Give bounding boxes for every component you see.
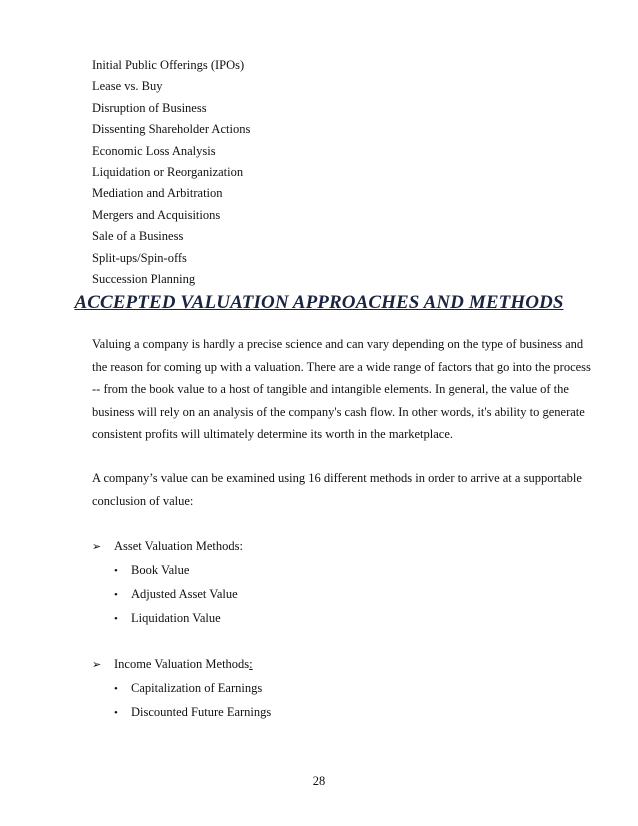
- section-title: Income Valuation Methods: [114, 657, 250, 671]
- list-item: Mergers and Acquisitions: [92, 207, 221, 222]
- list-item-label: Capitalization of Earnings: [131, 681, 263, 695]
- arrow-bullet-icon: ➢: [92, 541, 102, 553]
- section-title-tail: :: [249, 657, 253, 671]
- list-item: [114, 606, 238, 630]
- list-item: Liquidation or Reorganization: [92, 164, 244, 179]
- asset-methods-list: [114, 558, 238, 630]
- section-heading: ACCEPTED VALUATION APPROACHES AND METHODS: [74, 292, 564, 313]
- methods-paragraph: A company’s value can be examined using 16 different methods in order to arrive at a supportable conclusion of value:: [92, 471, 582, 508]
- list-item: Dissenting Shareholder Actions: [92, 122, 251, 137]
- list-item: [114, 558, 238, 582]
- list-item: Succession Planning: [92, 271, 196, 286]
- list-item-label: Discounted Future Earnings: [131, 705, 272, 719]
- asset-methods-heading: [92, 539, 243, 554]
- list-item-label: Adjusted Asset Value: [131, 587, 238, 601]
- bullet-icon: •: [114, 707, 118, 719]
- list-item: Initial Public Offerings (IPOs): [92, 58, 245, 72]
- purposes-list: [92, 55, 250, 290]
- list-item: Split-ups/Spin-offs: [92, 250, 187, 265]
- section-title: Asset Valuation Methods:: [114, 539, 243, 553]
- list-item: Disruption of Business: [92, 100, 207, 115]
- list-item: Economic Loss Analysis: [92, 143, 216, 158]
- arrow-bullet-icon: ➢: [92, 659, 102, 671]
- list-item-label: Liquidation Value: [131, 611, 221, 625]
- bullet-icon: •: [114, 683, 118, 695]
- list-item: Sale of a Business: [92, 229, 184, 244]
- intro-paragraph: [92, 333, 592, 446]
- list-item: Lease vs. Buy: [92, 79, 163, 94]
- paragraph-body: Valuing a company is hardly a precise science and can vary depending on the type of business and the reason for coming up with a valuation. There are a wide range of factors that go into the process -- from the book value to a host of tangible and intangible elements. In general, the value of the business will rely on an analysis of the company's cash flow. In other words, it's ability to generate consistent profits will ultimately determine its worth in the marketplace.: [92, 337, 591, 442]
- list-item: [114, 676, 271, 700]
- income-methods-heading: [92, 657, 253, 672]
- list-item: [114, 582, 238, 606]
- page-number: 28: [312, 774, 326, 788]
- income-methods-list: [114, 676, 271, 724]
- list-item: [114, 700, 271, 724]
- bullet-icon: •: [114, 565, 118, 577]
- bullet-icon: •: [114, 613, 118, 625]
- list-item-label: Book Value: [131, 563, 190, 577]
- list-item: Mediation and Arbitration: [92, 186, 223, 201]
- bullet-icon: •: [114, 589, 118, 601]
